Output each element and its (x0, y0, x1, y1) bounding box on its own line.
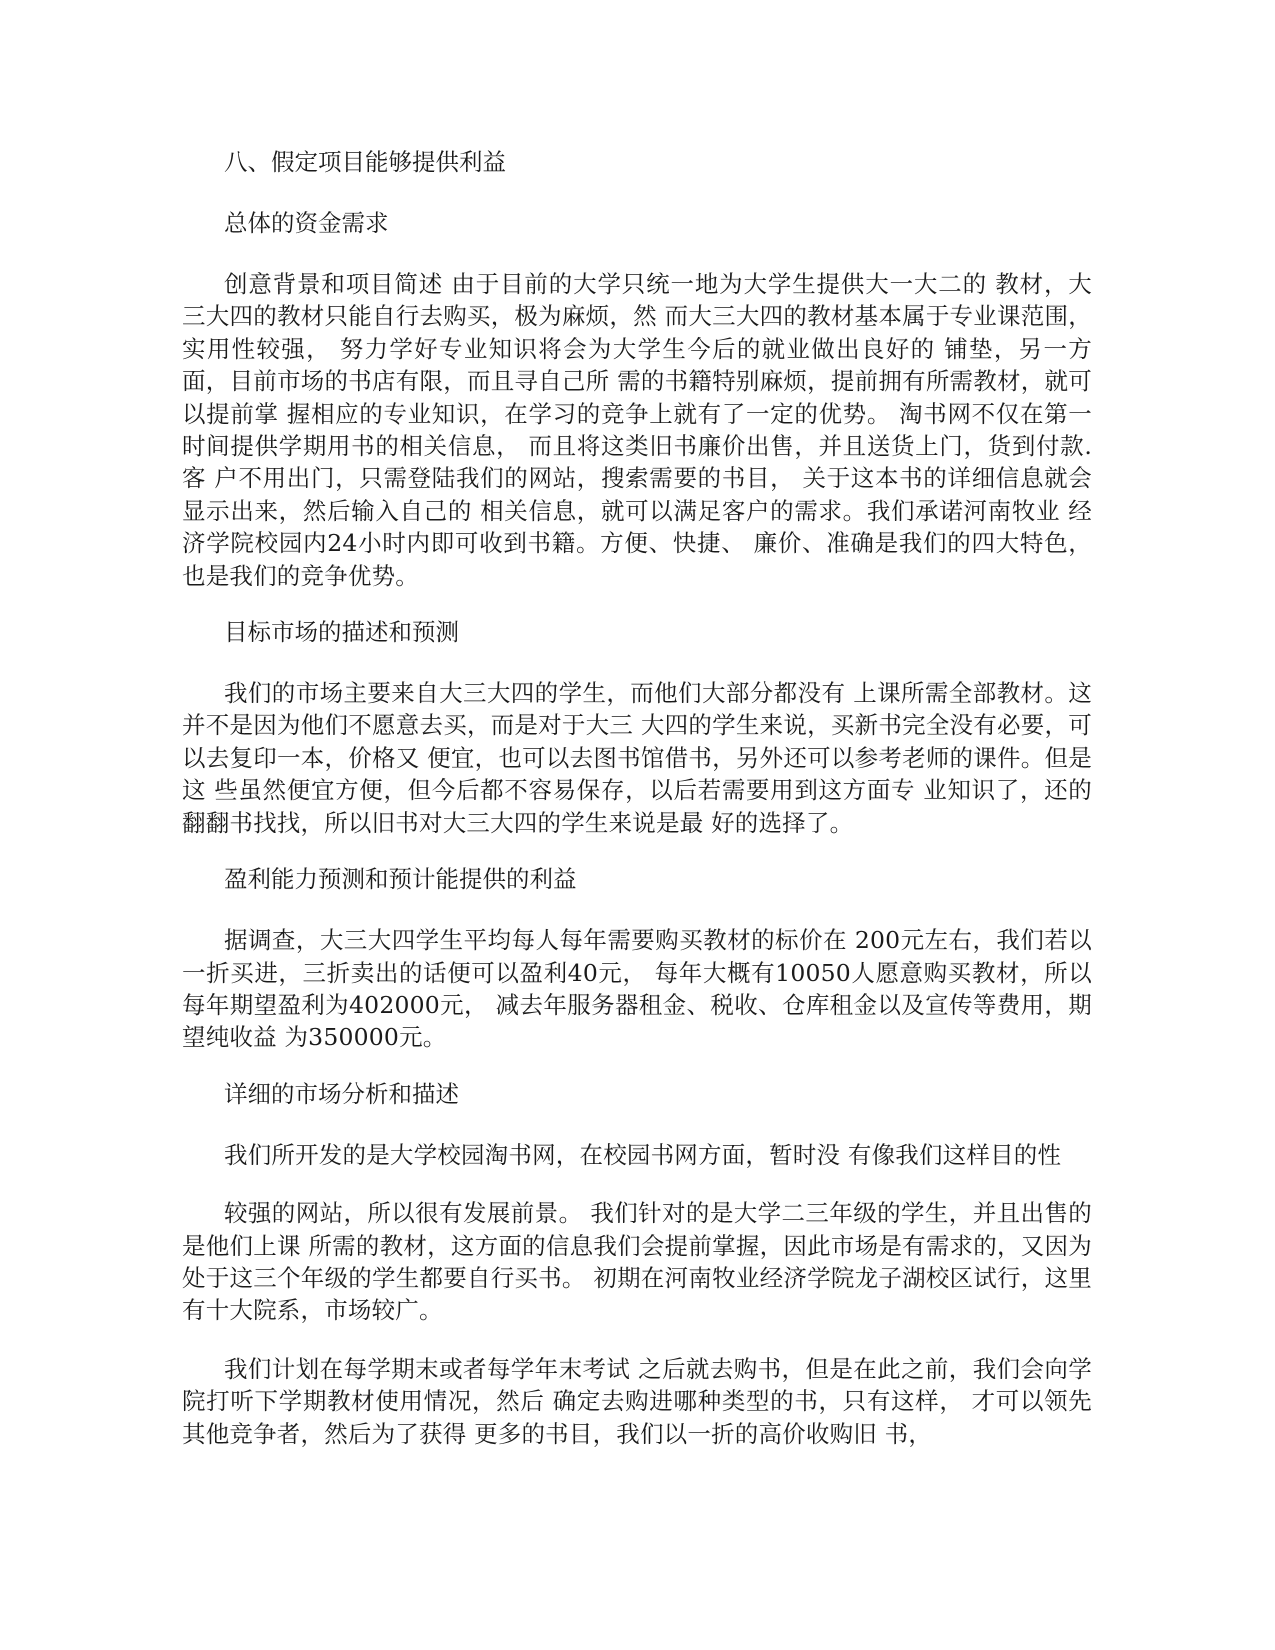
paragraph-market-analysis-2: 较强的网站，所以很有发展前景。 我们针对的是大学二三年级的学生，并且出售的是他们上课 所需的教材，这方面的信息我们会提前掌握，因此市场是有需求的，又因为处于这三个年级的学生都要自行买书。 初期在河南牧业经济学院龙子湖校区试行，这里有十大院系，市场较广。 (182, 1199, 1092, 1325)
paragraph-profitability: 据调查，大三大四学生平均每人每年需要购买教材的标价在 200元左右，我们若以一折买进，三折卖出的话便可以盈利40元， 每年大概有10050人愿意购买教材，所以每年期望盈利为402000元， 减去年服务器租金、税收、仓库租金以及宣传等费用，期望纯收益 为350000元。 (182, 926, 1092, 1052)
section-heading-benefits: 八、假定项目能够提供利益 (224, 148, 506, 176)
section-heading-target-market: 目标市场的描述和预测 (224, 618, 459, 647)
section-heading-profitability: 盈利能力预测和预计能提供的利益 (224, 865, 577, 894)
paragraph-target-market: 我们的市场主要来自大三大四的学生，而他们大部分都没有 上课所需全部教材。这并不是因为他们不愿意去买，而是对于大三 大四的学生来说，买新书完全没有必要，可以去复印一本，价格又 便宜，也可以去图书馆借书，另外还可以参考老师的课件。但是这 些虽然便宜方便，但今后都不容易保存，以后若需要用到这方面专 业知识了，还的翻翻书找找，所以旧书对大三大四的学生来说是最 好的选择了。 (182, 679, 1092, 837)
paragraph-purchase-plan: 我们计划在每学期末或者每学年末考试 之后就去购书，但是在此之前，我们会向学院打听下学期教材使用情况，然后 确定去购进哪种类型的书，只有这样， 才可以领先其他竞争者，然后为了获得 更多的书目，我们以一折的高价收购旧 书， (182, 1354, 1092, 1448)
paragraph-project-background: 创意背景和项目简述 由于目前的大学只统一地为大学生提供大一大二的 教材，大三大四的教材只能自行去购买，极为麻烦，然 而大三大四的教材基本属于专业课范围，实用性较强， 努力学好专业知识将会为大学生今后的就业做出良好的 铺垫，另一方面，目前市场的书店有限，而且寻自己所 需的书籍特别麻烦，提前拥有所需教材，就可以提前掌 握相应的专业知识，在学习的竞争上就有了一定的优势。 淘书网不仅在第一时间提供学期用书的相关信息， 而且将这类旧书廉价出售，并且送货上门，货到付款.客 户不用出门，只需登陆我们的网站，搜索需要的书目， 关于这本书的详细信息就会显示出来，然后输入自己的 相关信息，就可以满足客户的需求。我们承诺河南牧业 经济学院校园内24小时内即可收到书籍。方便、快捷、 廉价、准确是我们的四大特色，也是我们的竞争优势。 (182, 270, 1092, 590)
document-body (182, 146, 1092, 1474)
section-heading-funding: 总体的资金需求 (224, 209, 389, 237)
section-heading-market-analysis: 详细的市场分析和描述 (224, 1079, 459, 1108)
paragraph-market-analysis-1: 我们所开发的是大学校园淘书网，在校园书网方面，暂时没 有像我们这样目的性 (224, 1140, 1062, 1169)
